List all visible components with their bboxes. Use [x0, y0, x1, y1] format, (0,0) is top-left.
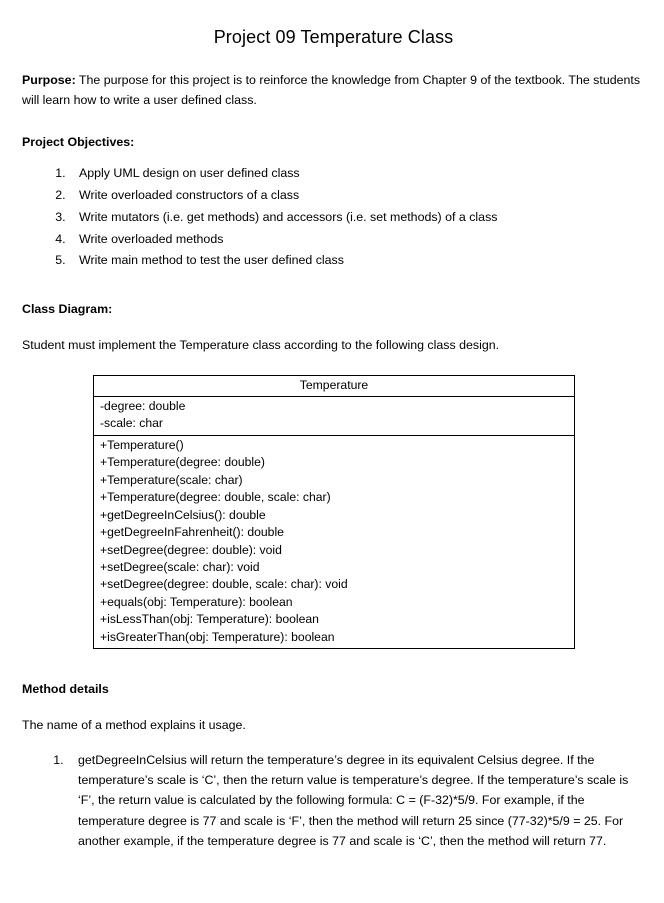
purpose-text: The purpose for this project is to reinforce the knowledge from Chapter 9 of the textbook. The students will learn how to write a user defined class. [22, 72, 641, 107]
uml-method-row: +Temperature() [100, 437, 184, 452]
uml-method-row: +isLessThan(obj: Temperature): boolean [100, 612, 319, 627]
uml-attribute-row: -degree: double [100, 399, 186, 414]
list-item: 3. Write mutators (i.e. get methods) and accessors (i.e. set methods) of a class [69, 209, 645, 226]
list-item: 5. Write main method to test the user defined class [69, 252, 645, 269]
uml-attributes-compartment [94, 397, 574, 436]
uml-method-row: +Temperature(scale: char) [100, 472, 243, 487]
class-diagram-heading: Class Diagram: [22, 302, 113, 317]
list-item: 1. Apply UML design on user defined class [69, 165, 645, 182]
uml-method-row: +Temperature(degree: double, scale: char) [100, 490, 331, 505]
uml-class-diagram-container [22, 375, 645, 649]
uml-class-box [93, 375, 575, 649]
uml-method-row: +setDegree(degree: double): void [100, 542, 282, 557]
list-item: 2. Write overloaded constructors of a class [69, 187, 645, 204]
objectives-heading: Project Objectives: [22, 134, 135, 149]
uml-attribute-row: -scale: char [100, 416, 163, 431]
uml-methods-compartment [94, 436, 574, 648]
uml-method-row: +setDegree(scale: char): void [100, 559, 260, 574]
method-details-intro: The name of a method explains it usage. [22, 717, 246, 732]
uml-method-row: +Temperature(degree: double) [100, 455, 265, 470]
uml-method-row: +getDegreeInCelsius(): double [100, 507, 266, 522]
uml-method-row: +equals(obj: Temperature): boolean [100, 594, 293, 609]
list-item: 1. getDegreeInCelsius will return the temperature’s degree in its equivalent Celsius degree. If the temperature’s scale is ‘C’, then the return value is temperature’s degree. If the temperature’s scale is ‘F’, the return value is calculated by the following formula: C = (F-32)*5/9. For example, if the temperature degree is 77 and scale is ‘F’, then the method will return 25 since (77-32)*5/9 = 25. For another example, if the temperature degree is 77 and scale is ‘C’, then the method will return 77. [67, 750, 645, 851]
class-diagram-intro: Student must implement the Temperature class according to the following class design. [22, 337, 500, 352]
uml-class-name: Temperature [94, 376, 574, 397]
method-details-heading: Method details [22, 682, 109, 697]
purpose-paragraph [22, 70, 645, 110]
document-page [0, 27, 664, 903]
purpose-label: Purpose: [22, 72, 76, 87]
uml-method-row: +getDegreeInFahrenheit(): double [100, 525, 284, 540]
page-title: Project 09 Temperature Class [213, 27, 454, 47]
objectives-list [22, 165, 645, 269]
method-details-list [22, 750, 645, 851]
list-item: 4. Write overloaded methods [69, 231, 645, 248]
uml-method-row: +setDegree(degree: double, scale: char): void [100, 577, 348, 592]
uml-method-row: +isGreaterThan(obj: Temperature): boolean [100, 629, 335, 644]
